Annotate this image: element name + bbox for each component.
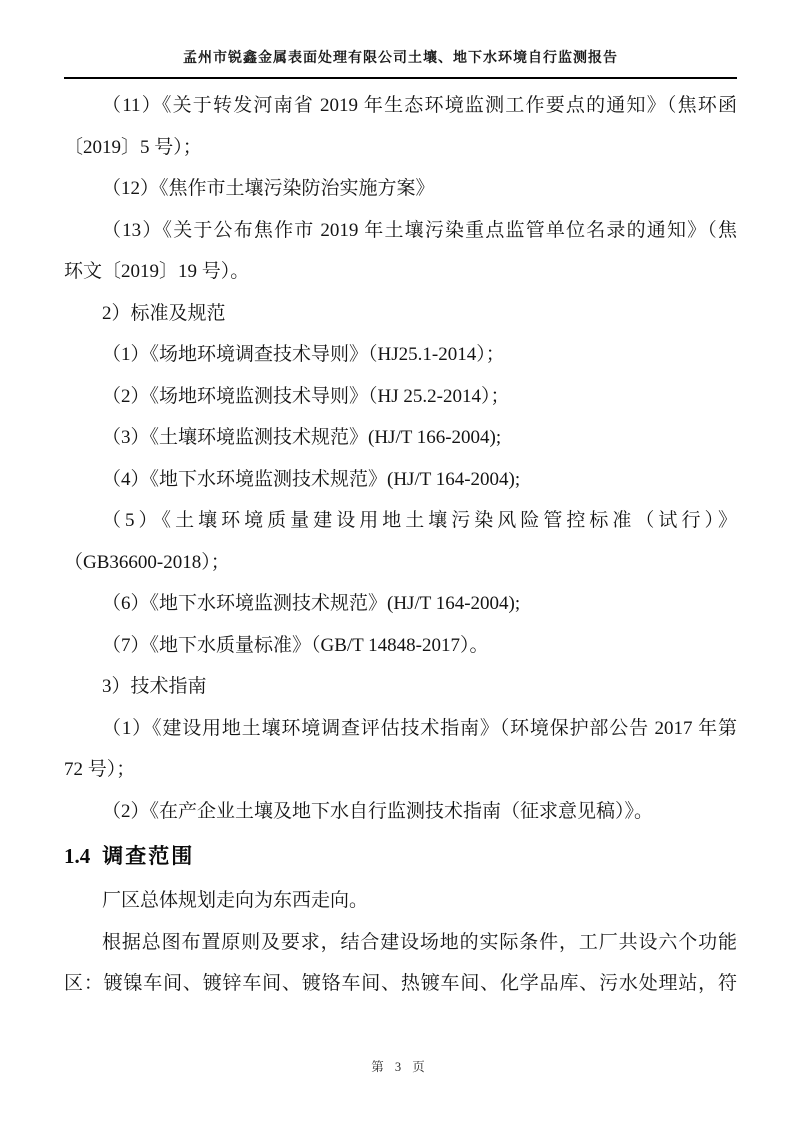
- body-line: （6）《地下水环境监测技术规范》(HJ/T 164-2004);: [102, 593, 521, 614]
- body-line: （2）《在产企业土壤及地下水自行监测技术指南（征求意见稿）》。: [102, 800, 654, 822]
- body-line: （1）《建设用地土壤环境调查评估技术指南》（环境保护部公告 2017 年第: [102, 717, 737, 739]
- body-line: （13）《关于公布焦作市 2019 年土壤污染重点监管单位名录的通知》（焦: [102, 219, 737, 241]
- body-line: （12）《焦作市土壤污染防治实施方案》: [102, 178, 435, 199]
- body-line: 3）技术指南: [102, 676, 207, 697]
- body-line: （5）《土壤环境质量建设用地土壤污染风险管控标准（试行）》: [102, 510, 737, 531]
- body-line: （4）《地下水环境监测技术规范》(HJ/T 164-2004);: [102, 468, 521, 490]
- body-line: （3）《土壤环境监测技术规范》(HJ/T 166-2004);: [102, 427, 502, 448]
- body-line: 根据总图布置原则及要求，结合建设场地的实际条件，工厂共设六个功能: [102, 931, 737, 953]
- section-heading-1-4: [64, 832, 737, 880]
- section-heading-number: 1.4: [64, 844, 91, 868]
- body-line: 〔2019〕5 号）；: [64, 136, 202, 158]
- body-line: （1）《场地环境调查技术导则》（HJ25.1-2014）；: [102, 344, 505, 365]
- body-line: 厂区总体规划走向为东西走向。: [102, 890, 369, 911]
- section-heading-title: 调查范围: [102, 845, 195, 868]
- body-line: 区：镀镍车间、镀锌车间、镀铬车间、热镀车间、化学品库、污水处理站，符: [64, 973, 737, 994]
- body-line: （2）《场地环境监测技术导则》（HJ 25.2-2014）；: [102, 385, 510, 407]
- header-divider: [64, 77, 737, 79]
- body-line: （11）《关于转发河南省 2019 年生态环境监测工作要点的通知》（焦环函: [102, 95, 737, 116]
- page-header-title: 孟州市锐鑫金属表面处理有限公司土壤、地下水环境自行监测报告: [183, 51, 618, 66]
- page-number-footer: 第 3 页: [371, 1060, 429, 1074]
- body-line: 72 号）；: [64, 759, 136, 780]
- body-line: （7）《地下水质量标准》（GB/T 14848-2017）。: [102, 634, 489, 656]
- body-line: 2）标准及规范: [102, 302, 226, 324]
- body-line: （GB36600-2018）；: [64, 551, 230, 573]
- body-line: 环文〔2019〕19 号）。: [64, 261, 250, 282]
- document-body: [64, 85, 737, 1005]
